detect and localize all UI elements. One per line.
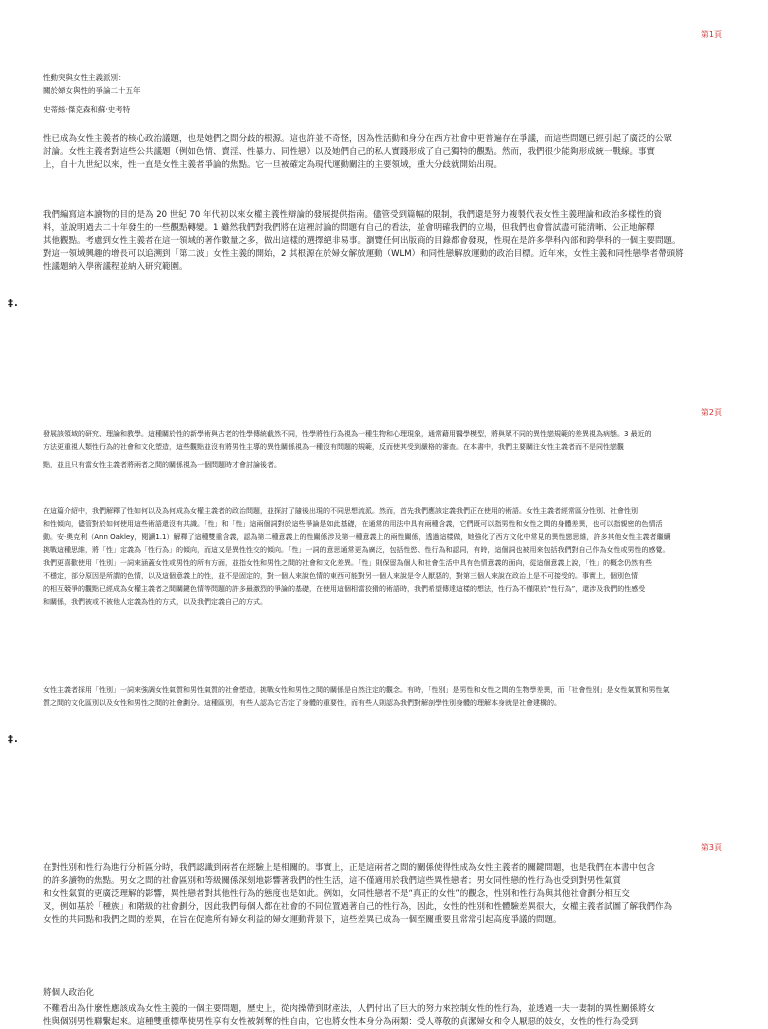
text-line: 性與個別男性聯繫起來。這種雙重標準使男性享有女性被剝奪的性自由，它也將女性本身分為兩類：受人尊敬的貞潔婦女和令人厭惡的妓女，女性的性行為受到: [43, 1017, 639, 1027]
text-line: 的相互競爭的觀點已經成為女權主義者之間關鍵色情等問題的許多最激烈的爭論的基礎，在使用這個相當狡猾的術語時，我們希望傳達這樣的想法，性行為不僅限於“性行為”，還涉及我們的性感受: [43, 585, 646, 593]
text-line: 不難看出為什麼性應該成為女性主義的一個主要問題，歷史上，從肉操帶到財產法，人們付出了巨大的努力來控制女性的性行為，並透過一夫一妻制的異性關係將女: [43, 1004, 656, 1014]
text-line: 女性主義者採用「性別」一詞來強調女性氣質和男性氣質的社會塑造，挑戰女性和男性之間的關係是自然注定的觀念。有時，「性別」是男性和女性之間的生物學差異，而「社會性別」是女性氣質和男性氣: [43, 686, 670, 694]
paragraph-intro: [43, 133, 723, 172]
document-subtitle: 關於婦女與性的爭論二十五年: [43, 86, 141, 95]
text-line: 挑戰這種思維，將「性」定義為「性行為」的傾向，而這又是異性性交的傾向。「性」一詞的意思通常更為廣泛，包括性慾、性行為和認同，有時，這個詞也被用來包括我們對自己作為女性或男性的感覺。: [43, 546, 670, 554]
text-line: 的許多讀物的焦點。男女之間的社會區別和等級關係深刻地影響著我們的性生活，這不僅適用於我們這些異性戀者；男女同性戀的性行為也受到對男性氣質: [43, 876, 622, 886]
text-line: 我們編寫這本讀物的目的是為 20 世紀 70 年代初以來女權主義性辯論的發展提供指南。儘管受到篇幅的限制，我們還是努力複製代表女性主義理論和政治多樣性的資: [43, 210, 662, 220]
text-line: 料，並說明過去二十年發生的一些觀點轉變。1 雖然我們對我們將在這裡討論的問題有自己的看法，並會明確我們的立場，但我們也會嘗試盡可能清晰、公正地解釋: [43, 223, 655, 233]
document-title: 性動突與女性主義派別：: [43, 73, 126, 82]
text-line: 性議題納入學術議程並納入研究範圍。: [43, 262, 188, 272]
section-heading: [43, 987, 723, 1000]
text-line: 發展該領域的研究、理論和教學。這種關於性的新學術與古老的性學傳統截然不同，性學將性行為視為一種生物和心理現象，通常藉用醫學模型，將與眾不同的異性戀規範的差異視為病態。3 最近的: [43, 430, 652, 438]
text-line: 性已成為女性主義者的核心政治議題，也是她們之間分歧的根源。這也許並不奇怪，因為性活動和身分在西方社會中更普遍存在爭議，而這些問題已經引起了廣泛的公眾: [43, 134, 673, 144]
page-number-3: 第3頁: [700, 843, 722, 852]
text-line: 叉，例如基於「種族」和階級的社會劃分，因此我們每個人都在社會的不同位置過著自己的性行為，因此，女性的性別和性體驗差異很大，女權主義者試圖了解我們作為: [43, 902, 673, 912]
paragraph-analysis: [43, 862, 723, 927]
paragraph-definitions: [43, 505, 723, 609]
text-line: 和關係，我們被或不被他人定義為性的方式，以及我們定義自己的方式。: [43, 598, 267, 606]
text-line: 在對性別和性行為進行分析區分時，我們認識到兩者在經驗上是相關的。事實上，正是這兩者之間的關係使得性成為女性主義者的關鍵問題，也是我們在本書中包含: [43, 863, 656, 873]
paragraph-research: [43, 428, 723, 472]
page-marker: ‡.: [8, 298, 19, 309]
text-line: 在這篇介紹中，我們解釋了性如何以及為何成為女權主義者的政治問題，並探討了隨後出現的不同思想流派。然而，首先我們應該定義我們正在使用的術語。女性主義者經常區分性別、社會性別: [43, 507, 638, 515]
document-header: [43, 71, 723, 116]
text-line: 女性的共同點和我們之間的差異，在旨在促進所有婦女利益的婦女運動背景下，這些差異已成為一個至關重要且常常引起高度爭議的問題。: [43, 915, 562, 925]
text-line: 和女性氣質的更廣泛理解的影響，異性戀者對其他性行為的態度也是如此。例如，女同性戀者不是“真正的女性”的觀念，性別和性行為與其他社會劃分相互交: [43, 889, 630, 899]
page-number-1: 第1頁: [700, 30, 722, 39]
page-number-2: 第2頁: [700, 408, 722, 417]
text-line: 我們更喜歡使用「性別」一詞來涵蓋女性或男性的所有方面，並指女性和男性之間的社會和文化差異。「性」則保留為個人和社會生活中具有色情意義的面向，從這個意義上說，「性」的概念仍然有些: [43, 559, 652, 567]
paragraph-aims: [43, 209, 723, 274]
text-line: 方法更重視人類性行為的社會和文化塑造，這些觀點並沒有將男性主導的異性關係視為一種沒有問題的規範，反而使其受到嚴格的審查。在本書中，我們主要關注女性主義者而不是同性戀觀: [43, 443, 624, 451]
text-line: 上，自十九世紀以來，性一直是女性主義者爭論的焦點。它一旦被確定為現代運動關注的主要領域，重大分歧就開始出現。: [43, 160, 503, 170]
paragraph-politicising: [43, 1003, 723, 1029]
document-authors: 史蒂絲·傑克森和蘇·史考特: [43, 105, 131, 114]
text-line: 不穩定，部分原因是所謂的色情，以及這個意義上的性，並不是固定的，對一個人來說色情的東西可能對另一個人來說是令人厭惡的，對第三個人來說在政治上是不可接受的。事實上，個別色情: [43, 572, 638, 580]
text-line: 討論。女性主義者對這些公共議題（例如色情、賣淫、性暴力、同性戀）以及她們自己的私人實踐形成了自己獨特的觀點。然而，我們很少能夠形成統一戰線。事實: [43, 147, 656, 157]
text-line: 其他觀點。考慮到女性主義者在這一領域的著作數量之多，做出這樣的選擇絕非易事。瀏覽任何出版商的目錄都會發現，性現在是許多學科內部和跨學科的一個主要問題。: [43, 236, 681, 246]
text-line: 動。安·奧克利（Ann Oakley，閱讀1.1）解釋了這種雙重含義，認為第二種意義上的性關係涉及第一種意義上的兩性關係，透過這樣做，她強化了西方文化中常見的異性戀思維，許多其他女性主義者繼續: [43, 533, 671, 541]
text-line: 對這一領域興趣的增長可以追溯到「第二波」女性主義的開始，2 其根源在於婦女解放運動（WLM）和同性戀解放運動的政治目標。近年來，女性主義和同性戀學者帶頭將: [43, 249, 684, 259]
page-marker: ‡.: [8, 734, 19, 745]
paragraph-gender: [43, 684, 723, 710]
text-line: 和性傾向，儘管對於如何使用這些術語還沒有共識。「性」和「性」這兩個詞對於這些爭論是如此基礎，在通常的用法中具有兩種含義，它們既可以指男性和女性之間的身體差異，也可以指親密的色情活: [43, 520, 663, 528]
text-line: 點，並且只有當女性主義者將兩者之間的關係視為一個問題時才會討論後者。: [43, 461, 281, 469]
text-line: 質之間的文化區別以及女性和男性之間的社會劃分。這種區別，有些人認為它否定了身體的重要性，而有些人則認為我們對解剖學性別身體的理解本身就是社會建構的。: [43, 699, 561, 707]
section-title: 將個人政治化: [43, 988, 95, 998]
